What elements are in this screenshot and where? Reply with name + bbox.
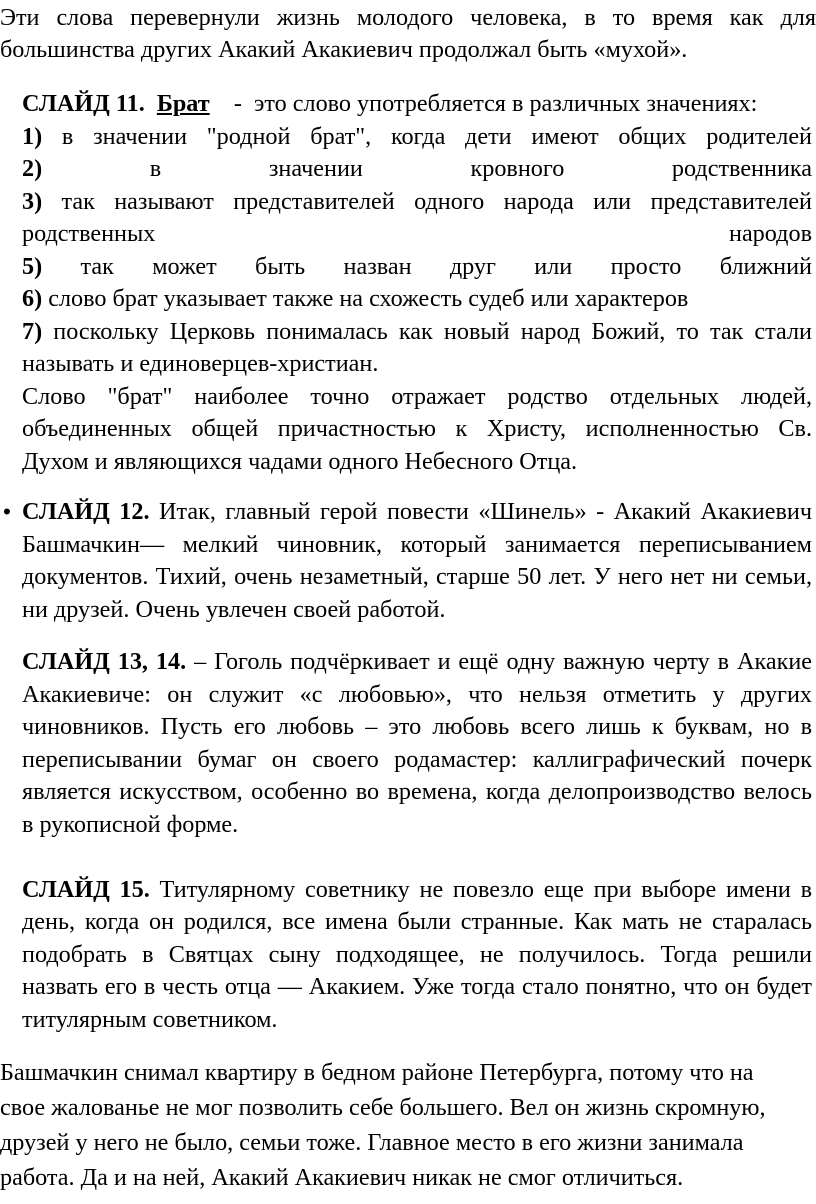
intro-line-2: большинства других Акакий Акакиевич продолжал быть «мухой». [0, 36, 688, 63]
closing-line-4: работа. Да и на ней, Акакий Акакиевич никак не смог отличиться. [0, 1164, 684, 1191]
slide11-item-3: 3) так называют представителей одного народа или представителей [22, 188, 812, 215]
slide12-line-2: Башмачкин— мелкий чиновник, который занимается переписыванием [22, 531, 812, 558]
slide15-line-5: титулярным советником. [22, 1006, 278, 1033]
slide12-line-1: СЛАЙД 12. Итак, главный герой повести «Шинель» - Акакий Акакиевич [22, 498, 812, 525]
slide1314-label: СЛАЙД 13, 14. [22, 648, 187, 675]
slide11-term: Брат [156, 90, 210, 117]
slide11-label: СЛАЙД 11. [22, 90, 145, 117]
slide1314-line-6: в рукописной форме. [22, 811, 239, 838]
slide11-para-line-2: объединенных общей причастностью к Христу, исполненностью Св. [22, 415, 812, 442]
slide11-item-6: 6) слово брат указывает также на схожесть судеб или характеров [22, 285, 689, 312]
slide1314-line-3: чиновников. Пусть его любовь – это любовь всего лишь к буквам, но в [22, 713, 812, 740]
slide11-item-7-cont: называть и единоверцев-христиан. [22, 350, 379, 377]
slide11-item-2: 2) в значении кровного родственника [22, 155, 813, 182]
slide15-label: СЛАЙД 15. [22, 876, 150, 903]
closing-line-3: друзей у него не было, семьи тоже. Главное место в его жизни занимала [0, 1129, 744, 1156]
slide11-item-5: 5) так может быть назван друг или просто ближний [22, 253, 813, 280]
slide12-label: СЛАЙД 12. [22, 498, 150, 525]
slide1314-line-2: Акакиевиче: он служит «с любовью», что нельзя отметить у других [22, 681, 812, 708]
slide15-line-1: СЛАЙД 15. Титулярному советнику не повезло еще при выборе имени в [22, 876, 812, 903]
slide12-line-4: ни друзей. Очень увлечен своей работой. [22, 596, 446, 623]
closing-line-1: Башмачкин снимал квартиру в бедном районе Петербурга, потому что на [0, 1059, 754, 1086]
slide1314-line-4: переписывании бумаг он своего родамастер: каллиграфический почерк [22, 746, 812, 773]
slide1314-line-5: является искусством, особенно во времена, когда делопроизводство велось [22, 778, 812, 805]
intro-line-1: Эти слова перевернули жизнь молодого человека, в то время как для [0, 4, 816, 31]
slide11-item-7: 7) поскольку Церковь понималась как новый народ Божий, то так стали [22, 318, 812, 345]
bullet-icon: • [3, 499, 11, 524]
slide11-definition: - это слово употребляется в различных значениях: [233, 90, 758, 117]
slide11-item-3-cont: родственных народов [22, 220, 812, 247]
slide12-line-3: документов. Тихий, очень незаметный, старше 50 лет. У него нет ни семьи, [22, 563, 812, 590]
slide11-heading [22, 88, 812, 120]
slide15-line-2: день, когда он родился, все имена были странные. Как мать не старалась [22, 908, 812, 935]
slide11-para-line-1: Слово "брат" наиболее точно отражает родство отдельных людей, [22, 383, 812, 410]
slide1314-line-1: СЛАЙД 13, 14. – Гоголь подчёркивает и ещё одну важную черту в Акакие [22, 648, 813, 675]
closing-line-2: свое жалованье не мог позволить себе большего. Вел он жизнь скромную, [0, 1094, 766, 1121]
slide11-item-1: 1) в значении "родной брат", когда дети имеют общих родителей [22, 123, 813, 150]
slide11-para-line-3: Духом и являющихся чадами одного Небесного Отца. [22, 448, 578, 475]
slide15-line-4: назвать его в честь отца — Акакием. Уже тогда стало понятно, что он будет [22, 973, 812, 1000]
slide15-line-3: подобрать в Святцах сыну подходящее, не получилось. Тогда решили [22, 941, 812, 968]
